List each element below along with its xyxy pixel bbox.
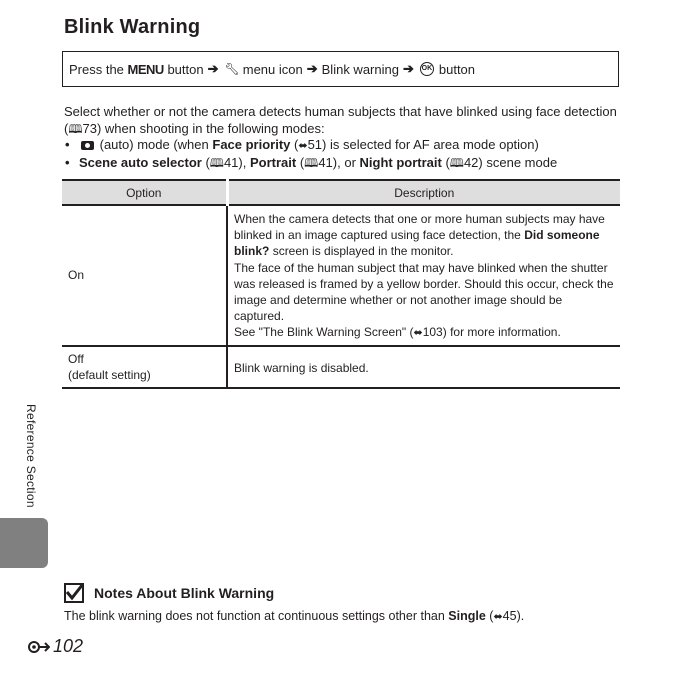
list-item: • Scene auto selector (🕮︎41), Portrait (🕮︎41), or Night portrait (🕮︎42) scene mode	[64, 155, 624, 172]
single-label: Single	[448, 609, 486, 623]
desc-text: screen is displayed in the monitor.	[272, 244, 454, 259]
desc-text: ) for more information.	[442, 325, 561, 340]
menu-path-box	[62, 51, 619, 87]
section-side-tab	[0, 518, 48, 568]
camera-icon	[81, 141, 94, 150]
description-line: The face of the human subject that may have blinked when the shutter was released is framed by a yellow border. Should this occur, check the image and determine whether or not another image should be captured.	[234, 260, 614, 324]
option-default-note: (default setting)	[68, 367, 151, 382]
notes-heading	[64, 583, 274, 603]
intro-text	[64, 104, 624, 171]
notes-text-pre: The blink warning does not function at continuous settings other than	[64, 609, 445, 623]
page-title: Blink Warning	[64, 16, 201, 38]
list-item: • (auto) mode (when Face priority (⬌51) is selected for AF area mode option)	[64, 137, 624, 155]
bullet-rest: is selected for AF area mode option)	[330, 137, 539, 152]
page-ref: 73	[82, 120, 97, 136]
menu-path-suffix: button	[438, 61, 476, 77]
menu-item-name: Blink warning	[321, 61, 399, 77]
intro-line: Select whether or not the camera detects human subjects that have blinked using face detection (	[64, 104, 617, 136]
reference-icon: ⬌	[298, 140, 308, 152]
face-priority-label: Face priority	[212, 137, 291, 152]
page-number-value: 102	[53, 636, 84, 656]
notes-text-post: ).	[516, 609, 525, 623]
check-icon	[64, 583, 84, 603]
desc-text: When the camera detects that one or more human subjects may have blinked in an image captured using face detection, the	[234, 212, 605, 243]
description-header: Description	[227, 180, 620, 205]
option-header: Option	[62, 180, 227, 205]
reference-icon: ⬌	[413, 327, 423, 340]
intro-line-end: ) when shooting in the following modes:	[96, 120, 325, 136]
table-header-row	[62, 180, 620, 205]
page-ref: 41	[223, 154, 239, 170]
book-icon: 🕮︎	[304, 155, 319, 170]
page-ref: 45	[502, 609, 517, 623]
reference-icon: ⬌	[493, 611, 503, 623]
mode-list	[64, 137, 624, 171]
table-row	[62, 346, 620, 388]
menu-path-button-text: button	[167, 61, 204, 77]
arrow-right-icon: ➔	[306, 61, 318, 76]
menu-icon-text: menu icon	[242, 61, 303, 77]
option-cell	[62, 346, 227, 388]
description-cell	[227, 205, 620, 346]
menu-button-label: MENU	[127, 61, 164, 77]
option-value: Off	[68, 351, 84, 366]
page-ref: 41	[318, 154, 333, 170]
arrow-right-icon: ➔	[207, 61, 219, 76]
table-row	[62, 205, 620, 346]
wrench-icon: 🔧︎	[224, 62, 240, 76]
page-number	[28, 636, 83, 657]
options-table	[62, 179, 620, 389]
description-cell: Blink warning is disabled.	[227, 346, 620, 388]
description-line	[234, 324, 614, 341]
page-ref: 42	[463, 154, 479, 170]
desc-text: See "The Blink Warning Screen" (	[234, 325, 414, 340]
mode-text: (auto) mode (when	[99, 137, 209, 152]
reference-section-icon	[28, 640, 50, 654]
notes-title: Notes About Blink Warning	[94, 585, 275, 601]
description-line	[234, 211, 614, 260]
book-icon: 🕮︎	[449, 155, 464, 170]
option-cell: On	[62, 205, 227, 346]
book-icon: 🕮︎	[209, 155, 224, 170]
scene-auto-label: Scene auto selector	[79, 154, 202, 170]
arrow-right-icon: ➔	[402, 61, 414, 76]
page-ref: 51	[307, 137, 323, 152]
ok-button-icon: OK	[420, 62, 434, 76]
intro-paragraph	[64, 104, 624, 137]
page-ref: 103	[422, 325, 443, 340]
did-someone-blink-label: Did someone blink?	[234, 228, 600, 259]
night-portrait-label: Night portrait	[359, 154, 442, 170]
portrait-label: Portrait	[249, 154, 297, 170]
bullet-tail: scene mode	[486, 154, 558, 170]
notes-text: The blink warning does not function at continuous settings other than Single (⬌45).	[64, 609, 525, 623]
section-side-label: Reference Section	[24, 404, 38, 508]
menu-path-prefix: Press the	[69, 61, 124, 77]
book-icon: 🕮︎	[68, 121, 83, 136]
